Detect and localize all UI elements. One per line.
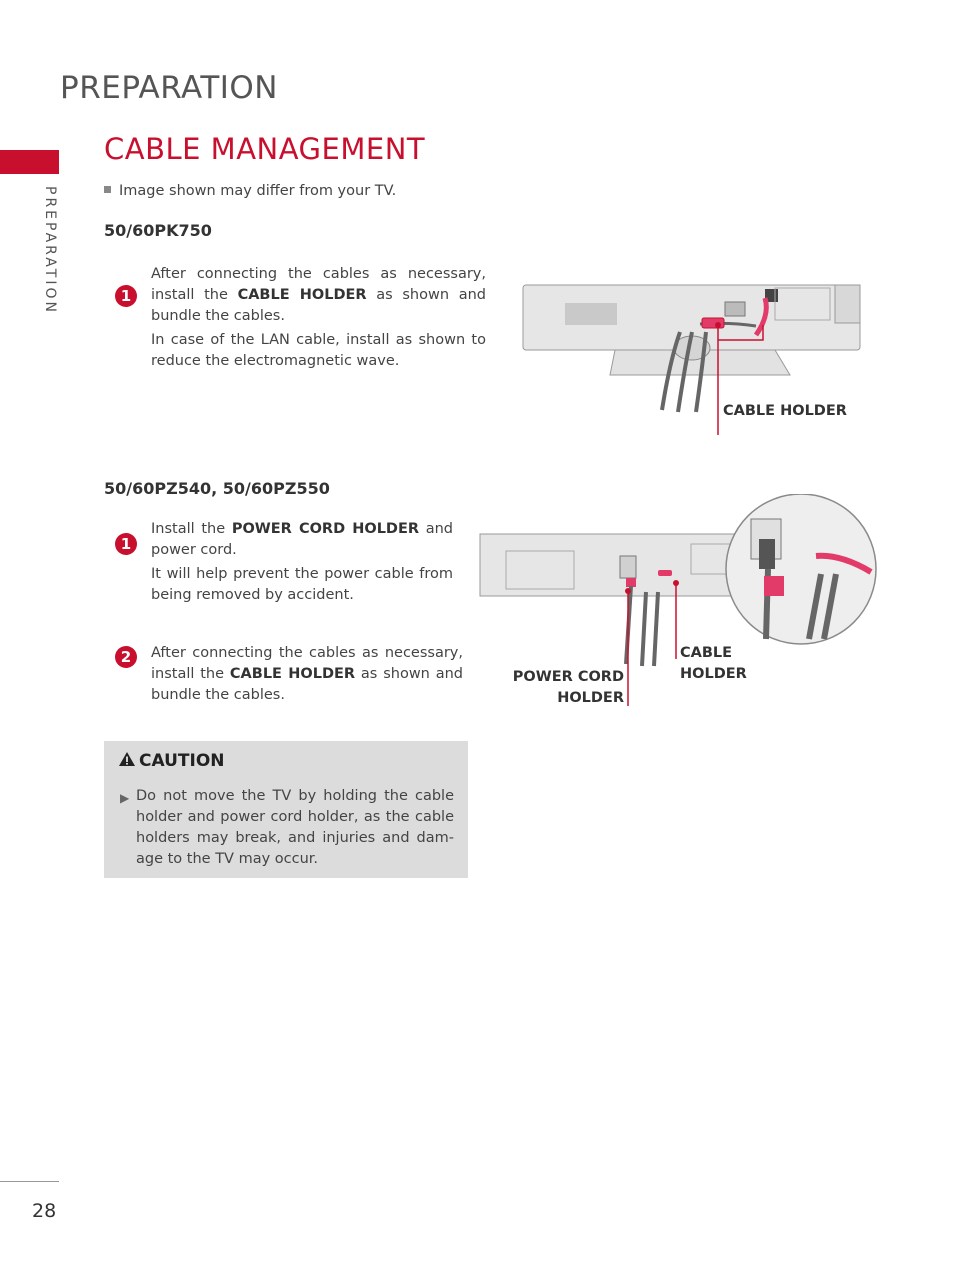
step-text-post: as shown and bundle the cables. [151,287,486,324]
step-extra-text: In case of the LAN cable, install as shown to reduce the electromagnetic wave. [151,332,486,369]
step-text-pre: After connecting the cables as necessary, install the [151,645,463,682]
step-number-2: 2 [115,646,137,668]
step-text-post: as shown and bundle the cables. [151,666,463,703]
model-heading-pk750: 50/60PK750 [104,221,212,240]
caution-text: Do not move the TV by holding the cable holder and power cord holder, as the cable holders may break, and injuries and dam-age to the TV may occur. [136,788,454,867]
step-text-bold: CABLE HOLDER [229,666,356,682]
step-text [151,643,463,706]
callout-power-line-1: POWER CORD [512,669,624,685]
page-header-title: PREPARATION [60,70,278,106]
side-section-label: PREPARATION [42,186,58,315]
step-number-1: 1 [115,285,137,307]
step-text [151,519,453,561]
step-text-pre: After connecting the cables as necessary, install the [151,266,486,303]
triangle-bullet-icon: ▶ [120,791,130,805]
section-title: CABLE MANAGEMENT [104,132,426,166]
callout-power-line-2: HOLDER [557,690,624,706]
step-text-post: and power cord. [151,521,454,558]
page-number: 28 [32,1200,57,1222]
callout-cable-holder-pk750: CABLE HOLDER [723,403,847,419]
step-text-pre: Install the [151,521,232,537]
callout-cable-line-1: CABLE [680,645,733,661]
callout-cable-holder-pz540 [680,643,747,685]
step-number-1: 1 [115,533,137,555]
image-note-text: Image shown may differ from your TV. [119,183,397,199]
caution-title: CAUTION [139,751,225,771]
bullet-square-icon [104,186,111,193]
image-note [104,183,396,199]
caution-heading [118,751,225,771]
step-text-bold: POWER CORD HOLDER [231,521,420,537]
step-extra-text: It will help prevent the power cable from being removed by accident. [151,566,453,603]
side-tab-marker [0,150,59,174]
caution-item [120,786,454,870]
callout-power-cord-holder [509,667,624,709]
warning-triangle-icon [118,751,136,767]
callout-cable-line-2: HOLDER [680,666,747,682]
footer-divider [0,1181,59,1182]
step-text-bold: CABLE HOLDER [237,287,367,303]
model-heading-pz540-pz550: 50/60PZ540, 50/60PZ550 [104,479,330,498]
step-text [151,264,486,327]
